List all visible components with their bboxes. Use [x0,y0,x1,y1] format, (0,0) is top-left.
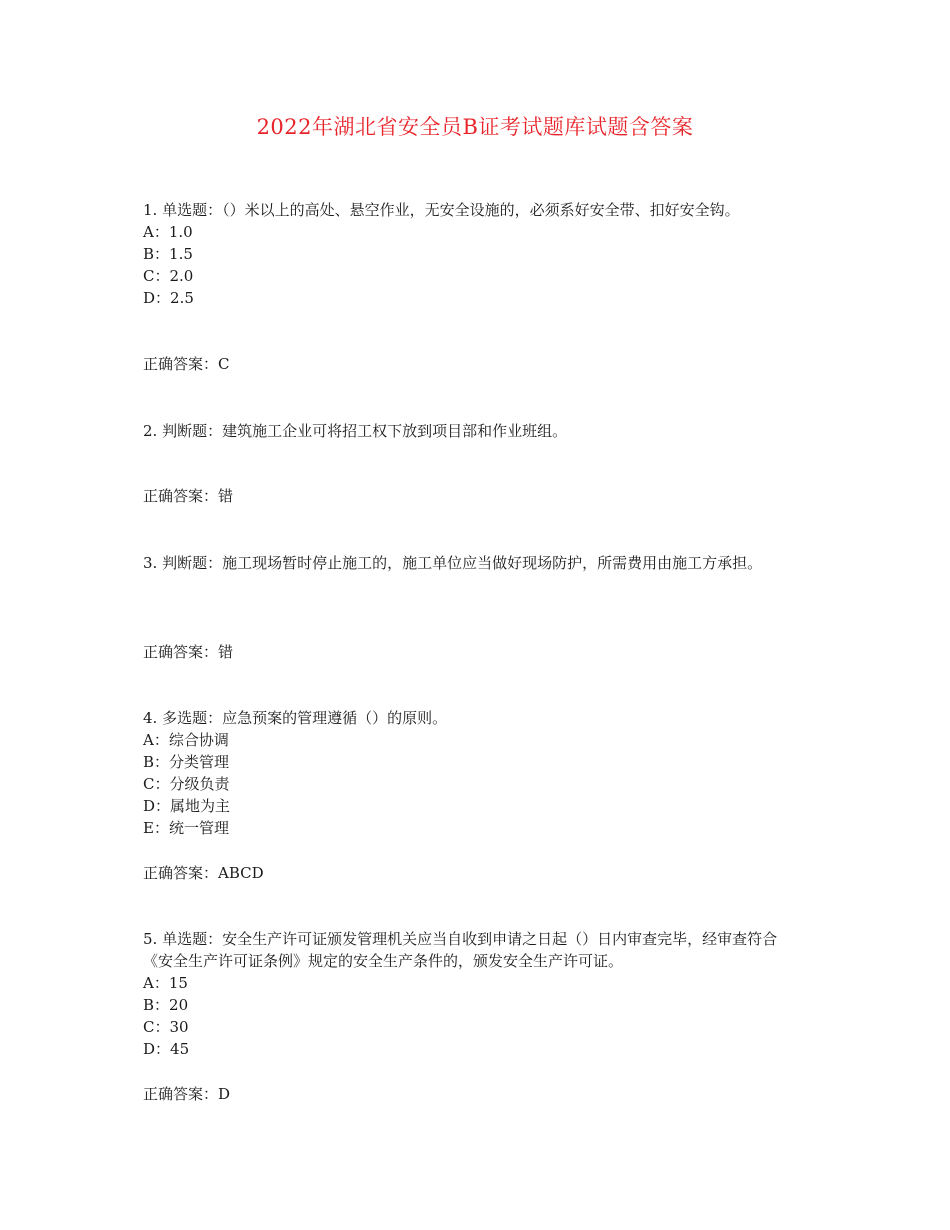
option-a: A：1.0 [143,223,193,241]
question-number: 3. [143,554,158,572]
answer-label: 正确答案： [143,643,219,661]
option-b: B：20 [143,996,189,1014]
answer-label: 正确答案： [143,355,219,373]
option-d: D：45 [143,1040,190,1058]
answer-label: 正确答案： [143,487,219,505]
question-text [143,199,803,221]
question-4 [143,707,803,839]
answer-value: ABCD [218,864,264,882]
question-body: （）米以上的高处、悬空作业，无安全设施的，必须系好安全带、扣好安全钩。 [222,201,740,219]
question-2 [143,420,803,442]
answer-value: 错 [218,643,234,661]
answer-4 [143,862,264,884]
question-body: 应急预案的管理遵循（）的原则。 [222,709,448,727]
question-type: 单选题： [162,201,223,219]
question-number: 2. [143,422,158,440]
answer-value: C [218,355,230,373]
option-a: A：综合协调 [143,731,229,749]
answer-2 [143,485,233,507]
answer-label: 正确答案： [143,864,219,882]
option-b: B：分类管理 [143,753,230,771]
question-3 [143,552,803,574]
answer-1 [143,353,230,375]
answer-5 [143,1083,230,1105]
option-e: E：统一管理 [143,819,229,837]
answer-value: 错 [218,487,234,505]
document-title: 2022年湖北省安全员B证考试题库试题含答案 [256,115,694,139]
question-type: 判断题： [162,422,223,440]
question-number: 5. [143,930,158,948]
question-body: 安全生产许可证颁发管理机关应当自收到申请之日起（）日内审查完毕，经审查符合《安全生产许可证条例》规定的安全生产条件的，颁发安全生产许可证。 [143,930,778,970]
question-text [143,552,803,574]
option-d: D：2.5 [143,289,194,307]
question-type: 多选题： [162,709,223,727]
question-text [143,707,803,729]
question-body: 建筑施工企业可将招工权下放到项目部和作业班组。 [222,422,568,440]
question-5 [143,928,803,1060]
option-b: B：1.5 [143,245,193,263]
question-type: 单选题： [162,930,223,948]
answer-value: D [218,1085,231,1103]
option-c: C：30 [143,1018,189,1036]
question-body: 施工现场暂时停止施工的，施工单位应当做好现场防护，所需费用由施工方承担。 [222,554,763,572]
question-text [143,420,803,442]
question-number: 4. [143,709,158,727]
answer-label: 正确答案： [143,1085,219,1103]
option-c: C：分级负责 [143,775,230,793]
question-1 [143,199,803,309]
question-number: 1. [143,201,158,219]
question-text [143,928,803,972]
question-type: 判断题： [162,554,223,572]
option-c: C：2.0 [143,267,194,285]
option-a: A：15 [143,974,188,992]
option-d: D：属地为主 [143,797,231,815]
answer-3 [143,641,233,663]
